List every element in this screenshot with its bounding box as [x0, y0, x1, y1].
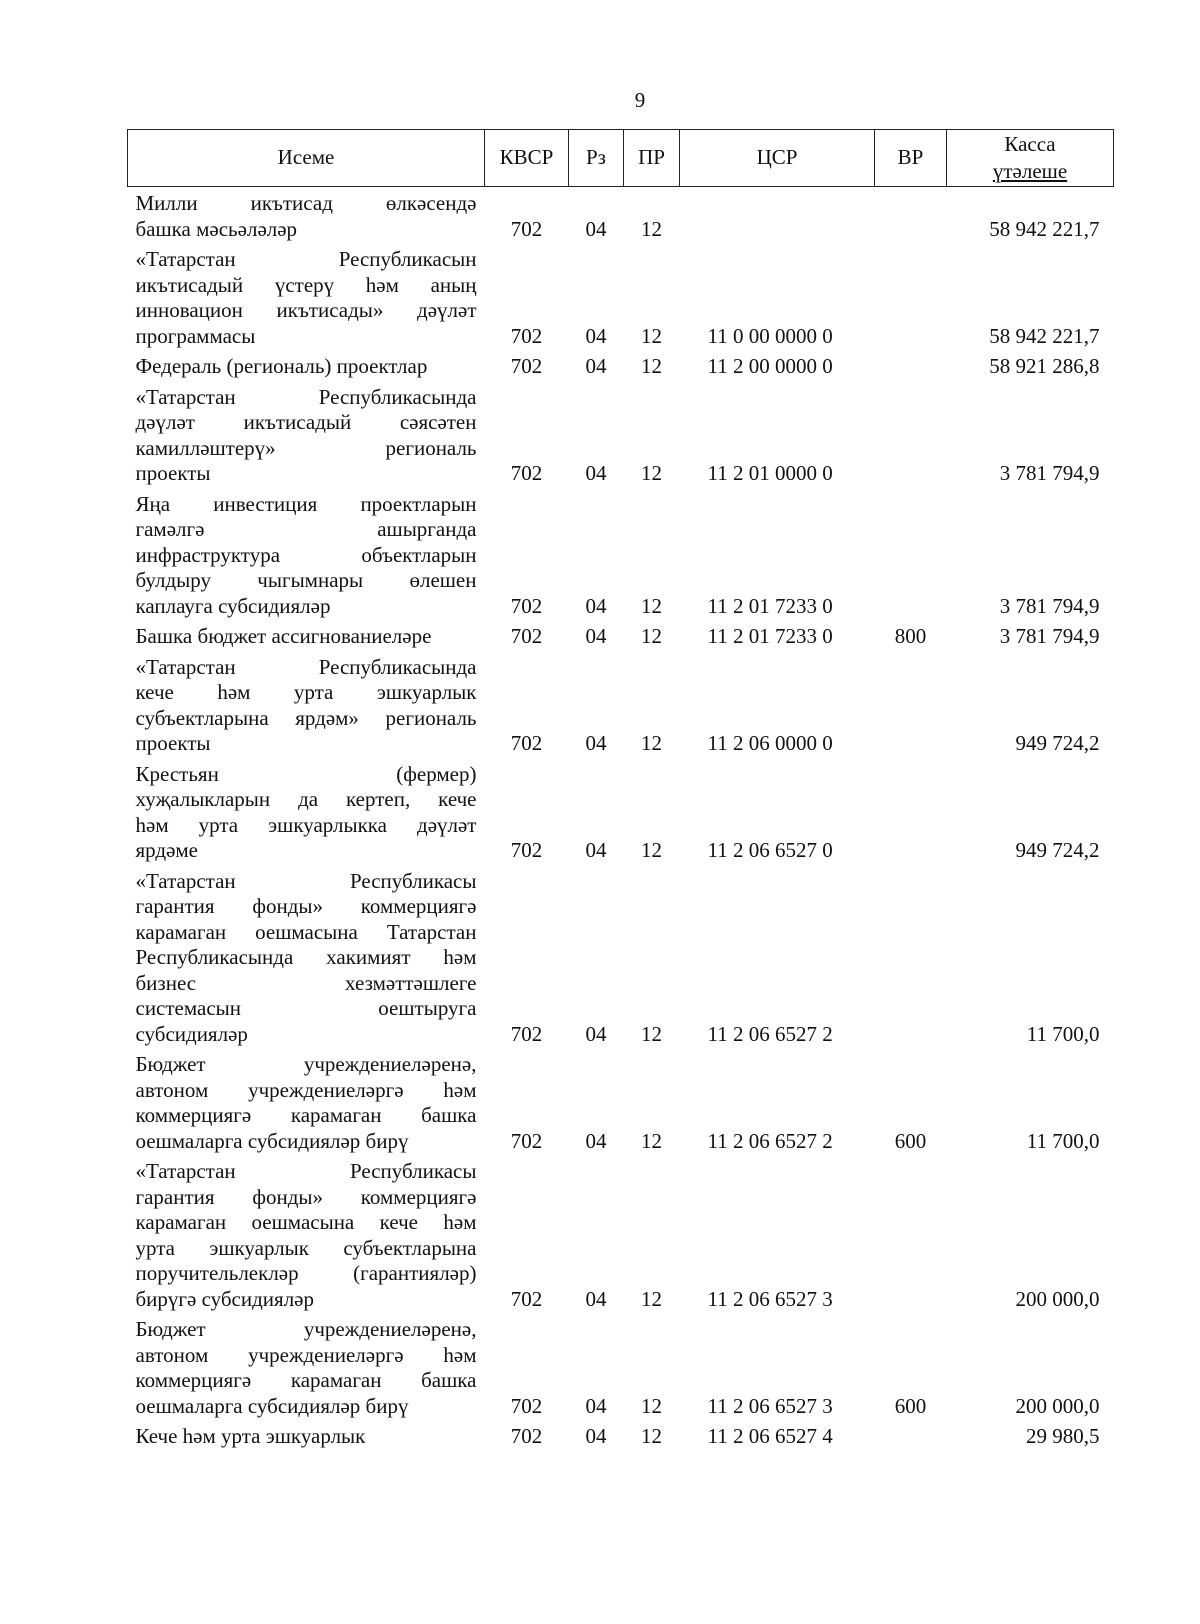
row-name-line: «Татарстан Республикасын [135, 247, 477, 271]
header-kassa-line1: Касса [1004, 132, 1056, 156]
row-kassa: 3 781 794,9 [999, 461, 1100, 485]
row-name [128, 1048, 485, 1155]
row-name-line: автоном учреждениеләргә һәм [135, 1077, 477, 1102]
table-row [128, 488, 1114, 621]
table-row [128, 620, 1114, 651]
row-name-line: хуҗалыкларын да кертеп, кече [135, 787, 477, 811]
budget-table [127, 129, 1114, 1451]
row-kvsr: 702 [510, 1128, 543, 1153]
row-name-line: системасын оештыруга [135, 996, 477, 1020]
table-row [128, 865, 1114, 1049]
row-kvsr: 702 [510, 354, 543, 378]
row-name-line: Республикасында хакимият һәм [135, 945, 477, 969]
row-vr [875, 1420, 947, 1451]
row-kvsr: 702 [510, 1393, 543, 1418]
row-name-line: һәм урта эшкуарлыкка дәүләт [135, 812, 477, 837]
row-rz: 04 [585, 216, 607, 241]
row-csr: 11 2 06 6527 0 [707, 838, 833, 862]
row-name [128, 488, 485, 621]
row-kassa: 11 700,0 [1026, 1021, 1100, 1046]
row-name [128, 1155, 485, 1313]
row-vr [875, 865, 947, 1049]
row-pr: 12 [641, 1424, 662, 1448]
row-name-line: кече һәм урта эшкуарлык [135, 680, 477, 704]
row-name-line: гамәлгә ашырганда [135, 517, 477, 541]
row-name-line: камилләштерү» региональ [135, 435, 477, 460]
row-name-line: программасы [135, 323, 256, 348]
row-csr: 11 2 06 6527 2 [707, 1128, 833, 1153]
row-name-line: инновацион икътисады» дәүләт [135, 298, 477, 322]
header-kvsr: КВСР [485, 130, 569, 187]
row-kassa: 29 980,5 [1026, 1424, 1100, 1448]
row-name [128, 381, 485, 488]
row-kvsr: 702 [510, 624, 543, 648]
row-kassa: 3 781 794,9 [999, 624, 1100, 648]
row-vr [875, 187, 947, 244]
row-pr: 12 [641, 731, 662, 755]
row-name-line: проекты [135, 731, 211, 755]
row-name-line: автоном учреждениеләргә һәм [135, 1342, 477, 1367]
row-rz: 04 [585, 731, 607, 755]
table-header [128, 130, 1114, 187]
row-rz: 04 [585, 323, 607, 348]
row-name-line: «Татарстан Республикасы [135, 1159, 477, 1183]
header-name: Исеме [128, 130, 485, 187]
row-csr [680, 187, 875, 244]
row-rz: 04 [585, 624, 607, 648]
table-row [128, 350, 1114, 381]
row-name-line: «Татарстан Республикасында [135, 654, 477, 679]
row-csr: 11 2 00 0000 0 [707, 354, 833, 378]
row-rz: 04 [585, 1021, 607, 1046]
row-pr: 12 [641, 838, 662, 862]
row-csr: 11 2 01 7233 0 [707, 593, 833, 618]
header-pr: ПР [624, 130, 680, 187]
header-rz: Рз [569, 130, 624, 187]
row-name [128, 1313, 485, 1420]
row-name-line: карамаган оешмасына Татарстан [135, 919, 477, 944]
row-name-line: башка мәсьәләләр [135, 216, 298, 241]
budget-table-container [127, 129, 1113, 1451]
row-name-line: проекты [135, 461, 211, 485]
row-vr [875, 488, 947, 621]
row-kvsr: 702 [510, 838, 543, 862]
row-name-line: оешмаларга субсидияләр бирү [135, 1393, 409, 1418]
header-kassa [947, 130, 1114, 187]
row-name-line: «Татарстан Республикасы [135, 868, 477, 893]
row-pr: 12 [641, 1128, 662, 1153]
header-kassa-line2: үтәлеше [992, 159, 1068, 183]
table-row [128, 1420, 1114, 1451]
row-name-line: бирүгә субсидияләр [135, 1286, 314, 1311]
row-name-line: урта эшкуарлык субъектларына [135, 1235, 477, 1260]
row-kassa: 949 724,2 [1015, 731, 1100, 755]
row-name-line: гарантия фонды» коммерциягә [135, 1184, 477, 1209]
row-name-line: оешмаларга субсидияләр бирү [135, 1128, 409, 1153]
row-name-line: карамаган оешмасына кече һәм [135, 1210, 477, 1234]
row-name-line: Кече һәм урта эшкуарлык [135, 1424, 366, 1448]
row-csr: 11 2 06 6527 3 [707, 1286, 833, 1311]
row-vr [875, 243, 947, 350]
row-pr: 12 [641, 593, 662, 618]
row-rz: 04 [585, 461, 607, 485]
header-row [128, 130, 1114, 187]
row-vr: 600 [894, 1393, 927, 1418]
row-name-line: Федераль (региональ) проектлар [135, 354, 428, 378]
row-rz: 04 [585, 1424, 607, 1448]
table-row [128, 651, 1114, 758]
row-csr: 11 2 06 6527 3 [707, 1393, 833, 1418]
row-name-line: субсидияләр [135, 1021, 248, 1046]
row-csr: 11 2 06 6527 2 [707, 1021, 833, 1046]
row-name-line: коммерциягә карамаган башка [135, 1368, 477, 1392]
table-row [128, 187, 1114, 244]
row-vr [875, 1155, 947, 1313]
row-name-line: Бюджет учреждениеләренә, [135, 1317, 477, 1341]
row-rz: 04 [585, 1393, 607, 1418]
table-row [128, 1048, 1114, 1155]
row-name-line: коммерциягә карамаган башка [135, 1103, 477, 1127]
row-kvsr: 702 [510, 461, 543, 485]
row-kvsr: 702 [510, 1424, 543, 1448]
row-name-line: каплауга субсидияләр [135, 593, 331, 618]
row-pr: 12 [641, 461, 662, 485]
row-name [128, 350, 485, 381]
row-kassa: 11 700,0 [1026, 1128, 1100, 1153]
row-kvsr: 702 [510, 1021, 543, 1046]
table-row [128, 243, 1114, 350]
row-pr: 12 [641, 1393, 662, 1418]
row-name-line: дәүләт икътисадый сәясәтен [135, 410, 477, 434]
table-row [128, 1155, 1114, 1313]
row-name-line: Крестьян (фермер) [135, 761, 477, 786]
row-kassa: 58 942 221,7 [989, 323, 1100, 348]
row-name-line: Бюджет учреждениеләренә, [135, 1052, 477, 1076]
row-name [128, 865, 485, 1049]
row-kassa: 949 724,2 [1015, 838, 1100, 862]
row-kvsr: 702 [510, 1286, 543, 1311]
row-csr: 11 0 00 0000 0 [707, 323, 833, 348]
page-number: 9 [634, 88, 646, 112]
table-body [128, 187, 1114, 1451]
row-rz: 04 [585, 838, 607, 862]
row-rz: 04 [585, 354, 607, 378]
header-csr: ЦСР [680, 130, 875, 187]
row-name-line: поручительлекләр (гарантияләр) [135, 1261, 477, 1285]
row-name-line: гарантия фонды» коммерциягә [135, 894, 477, 918]
row-kassa: 58 921 286,8 [989, 354, 1100, 378]
row-pr: 12 [641, 216, 662, 241]
row-vr [875, 350, 947, 381]
row-kvsr: 702 [510, 731, 543, 755]
row-name [128, 1420, 485, 1451]
row-name [128, 651, 485, 758]
row-name-line: Милли икътисад өлкәсендә [135, 191, 477, 215]
row-kvsr: 702 [510, 216, 543, 241]
table-row [128, 1313, 1114, 1420]
row-name-line: «Татарстан Республикасында [135, 384, 477, 409]
row-name [128, 758, 485, 865]
row-name [128, 620, 485, 651]
row-rz: 04 [585, 1286, 607, 1311]
row-kvsr: 702 [510, 323, 543, 348]
row-csr: 11 2 01 0000 0 [707, 461, 833, 485]
row-name-line: ярдәме [135, 838, 198, 862]
row-name-line: субъектларына ярдәм» региональ [135, 705, 477, 730]
header-vr: ВР [875, 130, 947, 187]
row-pr: 12 [641, 624, 662, 648]
table-row [128, 758, 1114, 865]
row-kassa: 200 000,0 [1015, 1286, 1100, 1311]
row-rz: 04 [585, 593, 607, 618]
row-name [128, 243, 485, 350]
row-pr: 12 [641, 354, 662, 378]
row-kassa: 3 781 794,9 [999, 593, 1100, 618]
row-name-line: булдыру чыгымнары өлешен [135, 568, 477, 592]
row-pr: 12 [641, 1286, 662, 1311]
row-kassa: 58 942 221,7 [989, 216, 1100, 241]
row-pr: 12 [641, 323, 662, 348]
row-vr [875, 758, 947, 865]
row-name-line: инфраструктура объектларын [135, 542, 477, 567]
row-vr [875, 651, 947, 758]
row-name-line: Яңа инвестиция проектларын [135, 491, 477, 516]
row-name-line: Башка бюджет ассигнованиеләре [135, 624, 432, 648]
row-name-line: икътисадый үстерү һәм аның [135, 272, 477, 297]
row-csr: 11 2 06 6527 4 [707, 1424, 833, 1448]
row-kvsr: 702 [510, 593, 543, 618]
row-kassa: 200 000,0 [1015, 1393, 1100, 1418]
row-rz: 04 [585, 1128, 607, 1153]
row-name [128, 187, 485, 244]
table-row [128, 381, 1114, 488]
row-vr [875, 381, 947, 488]
row-csr: 11 2 01 7233 0 [707, 624, 833, 648]
row-name-line: бизнес хезмәттәшлеге [135, 970, 477, 995]
row-vr: 600 [894, 1128, 927, 1153]
row-vr: 800 [894, 624, 927, 648]
row-pr: 12 [641, 1021, 662, 1046]
row-csr: 11 2 06 0000 0 [707, 731, 833, 755]
